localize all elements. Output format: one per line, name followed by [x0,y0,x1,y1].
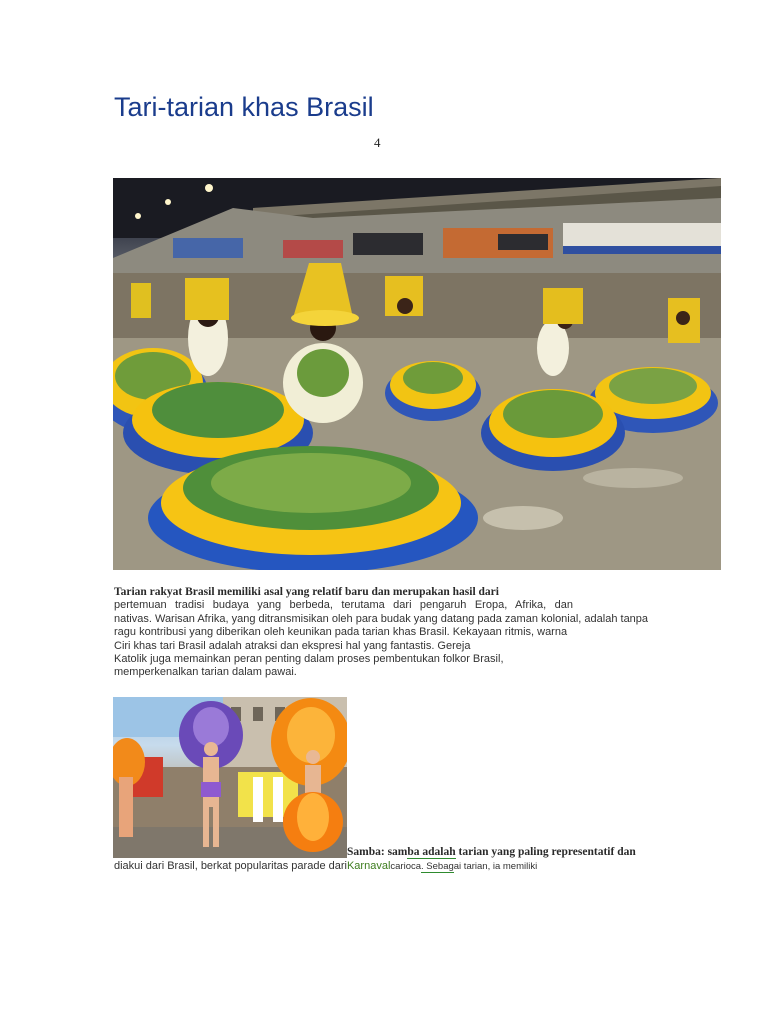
samba-line-text: diakui dari Brasil, berkat popularitas parade dari [114,860,347,872]
paragraph-line: nativas. Warisan Afrika, yang ditransmisikan oleh para budak yang datang pada zaman kolonial, adalah tanpa [114,612,649,625]
paragraph-line: memperkenalkan tarian dalam pawai. [114,666,297,679]
paragraph-line: ragu kontribusi yang diberikan oleh keunikan pada tarian khas Brasil. Kekayaan ritmis, warna [114,626,568,639]
carnival-parade-illustration [113,178,721,570]
samba-line-underlined: . Sebag [421,861,454,872]
paragraph-line: pertemuan tradisi budaya yang berbeda, terutama dari pengaruh Eropa, Afrika, dan [114,599,573,612]
paragraph-line: Katolik juga memainkan peran penting dalam proses pembentukan folkor Brasil, [114,653,504,666]
intro-paragraph [114,586,694,680]
samba-lead-underlined: ba adalah [407,846,456,858]
samba-second-line [114,860,537,872]
paragraph-lead-line: Tarian rakyat Brasil memiliki asal yang relatif baru dan merupakan hasil dari [114,586,499,598]
samba-lead-c: tarian yang paling representatif dan [455,846,636,858]
samba-dancers-illustration [113,697,347,858]
carnival-parade-photo [113,178,721,570]
carioca-text: carioca [390,861,422,872]
samba-lead-a: Samba: sam [347,846,408,858]
paragraph-line: Ciri khas tari Brasil adalah atraksi dan ekspresi hal yang fantastis. Gereja [114,639,471,652]
samba-dancers-photo [113,697,347,858]
page-number: 4 [374,135,381,150]
karnaval-link[interactable]: Karnaval [346,860,391,872]
samba-lead-line [347,846,636,858]
page-title: Tari-tarian khas Brasil [114,92,374,122]
samba-line-end: ai tarian, ia memiliki [453,861,538,872]
